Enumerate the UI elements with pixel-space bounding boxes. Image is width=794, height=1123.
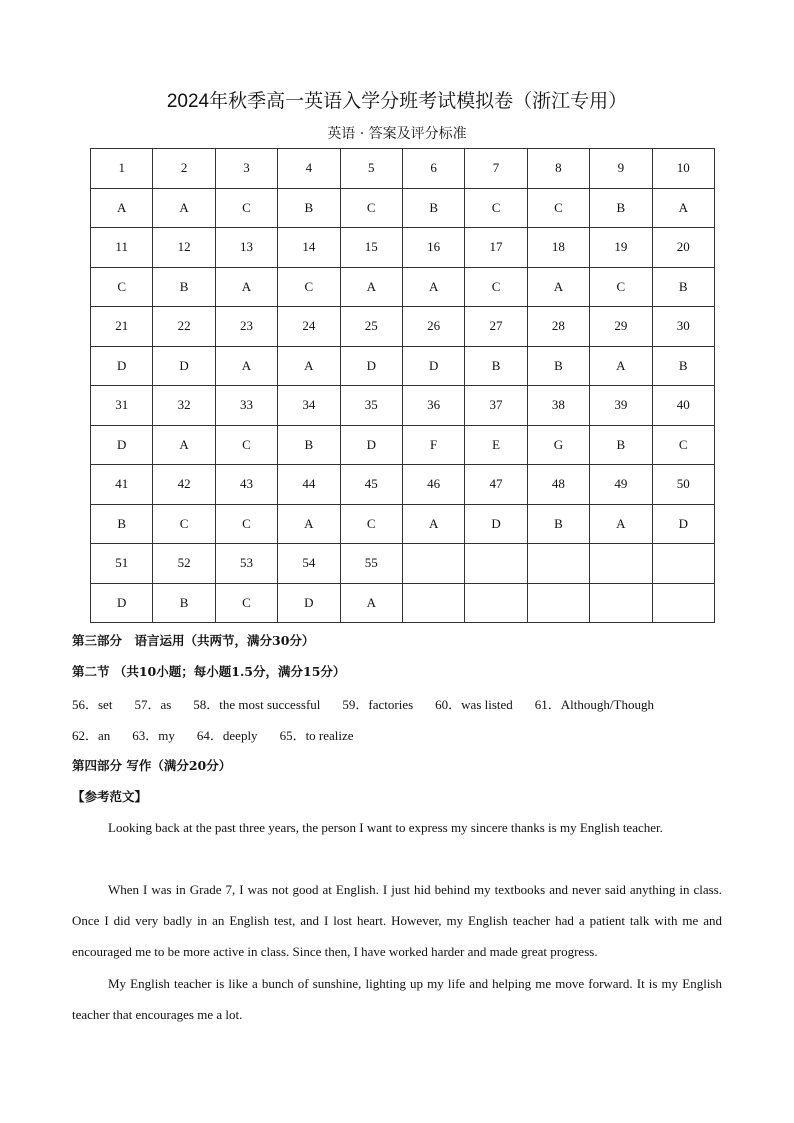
answer-cell: A [153,425,215,465]
answer-cell [652,583,714,623]
answers-line-1 [72,694,654,713]
answer-cell: B [652,346,714,386]
answer-cell: B [153,583,215,623]
question-number-cell: 55 [340,544,402,584]
question-number-cell: 8 [527,149,589,189]
document-title: 2024年秋季高一英语入学分班考试模拟卷（浙江专用） [166,91,628,112]
question-number-cell: 5 [340,149,402,189]
part4-heading: 第四部分 写作（满分20分） [72,758,232,773]
answer-row [91,188,715,228]
question-number-cell: 34 [278,386,340,426]
answer-cell [590,583,652,623]
question-number-cell: 24 [278,307,340,347]
answer-cell: A [91,188,153,228]
answer-cell: D [402,346,464,386]
answer-cell: C [215,425,277,465]
question-number-cell: 49 [590,465,652,505]
answer-cell [527,583,589,623]
answer-item: 63．my [132,728,175,743]
answer-cell: A [215,267,277,307]
answer-cell: A [402,267,464,307]
answer-cell: B [527,504,589,544]
question-number-row [91,544,715,584]
answer-cell: C [652,425,714,465]
answer-cell: B [278,188,340,228]
answer-cell: C [215,188,277,228]
question-number-cell: 22 [153,307,215,347]
answer-cell: D [153,346,215,386]
question-number-row [91,386,715,426]
answer-cell: B [590,425,652,465]
question-number-cell: 44 [278,465,340,505]
answer-cell [465,583,527,623]
question-number-cell: 48 [527,465,589,505]
answer-cell: A [652,188,714,228]
question-number-cell: 10 [652,149,714,189]
answer-cell: D [91,583,153,623]
question-number-row [91,228,715,268]
answer-cell: D [340,425,402,465]
answer-row [91,425,715,465]
question-number-cell [590,544,652,584]
question-number-cell: 3 [215,149,277,189]
answer-cell: C [215,504,277,544]
question-number-cell: 29 [590,307,652,347]
question-number-cell [527,544,589,584]
answer-cell: B [590,188,652,228]
question-number-cell: 18 [527,228,589,268]
answer-cell: B [91,504,153,544]
answer-item: 57．as [134,697,172,712]
question-number-cell: 23 [215,307,277,347]
question-number-cell [402,544,464,584]
answer-cell: A [527,267,589,307]
question-number-cell: 1 [91,149,153,189]
answer-row [91,267,715,307]
question-number-cell: 50 [652,465,714,505]
question-number-cell: 27 [465,307,527,347]
essay-paragraph: Looking back at the past three years, the person I want to express my sincere thanks is my English teacher. [108,820,663,835]
question-number-cell: 14 [278,228,340,268]
answer-cell: A [340,583,402,623]
question-number-cell [465,544,527,584]
answer-row [91,583,715,623]
answer-cell: A [590,346,652,386]
answer-cell: A [340,267,402,307]
answer-cell [402,583,464,623]
answer-row [91,504,715,544]
question-number-cell: 39 [590,386,652,426]
question-number-cell: 37 [465,386,527,426]
question-number-cell: 17 [465,228,527,268]
answer-cell: C [153,504,215,544]
question-number-row [91,149,715,189]
answer-cell: A [215,346,277,386]
answer-cell: A [278,504,340,544]
question-number-cell [652,544,714,584]
question-number-cell: 32 [153,386,215,426]
answer-item: 62．an [72,728,111,743]
essay-paragraph: My English teacher is like a bunch of sunshine, lighting up my life and helping me move forward. It is my English teacher that encourages me a lot. [72,976,722,1022]
question-number-cell: 43 [215,465,277,505]
answer-cell: D [465,504,527,544]
part3-heading: 第三部分 语言运用（共两节，满分30分） [72,633,315,648]
answer-item: 61．Although/Though [534,697,654,712]
question-number-cell: 21 [91,307,153,347]
answer-cell: C [465,188,527,228]
question-number-cell: 28 [527,307,589,347]
answer-cell: A [590,504,652,544]
answer-cell: A [278,346,340,386]
answer-cell: C [340,188,402,228]
answer-cell: C [91,267,153,307]
question-number-cell: 16 [402,228,464,268]
question-number-cell: 9 [590,149,652,189]
answer-cell: A [402,504,464,544]
question-number-cell: 41 [91,465,153,505]
answer-cell: B [278,425,340,465]
question-number-cell: 26 [402,307,464,347]
answer-cell: A [153,188,215,228]
question-number-cell: 45 [340,465,402,505]
answer-item: 56．set [72,697,113,712]
question-number-cell: 52 [153,544,215,584]
question-number-cell: 47 [465,465,527,505]
answer-item: 64．deeply [196,728,258,743]
answer-item: 60．was listed [435,697,513,712]
question-number-cell: 12 [153,228,215,268]
essay-paragraph: When I was in Grade 7, I was not good at English. I just hid behind my textbooks and never said anything in class. Once I did very badly in an English test, and I lost heart. However, my English teacher had a patient talk with me and encouraged me to be more active in class. Since then, I have worked harder and made great progress. [72,882,722,959]
question-number-cell: 35 [340,386,402,426]
answer-item: 59．factories [342,697,414,712]
answer-cell: C [465,267,527,307]
answer-cell: C [215,583,277,623]
sample-heading: 【参考范文】 [72,789,148,804]
answer-cell: B [402,188,464,228]
question-number-cell: 42 [153,465,215,505]
answer-cell: C [278,267,340,307]
question-number-cell: 54 [278,544,340,584]
answer-cell: F [402,425,464,465]
question-number-cell: 4 [278,149,340,189]
answer-item: 65．to realize [279,728,354,743]
question-number-cell: 6 [402,149,464,189]
question-number-cell: 2 [153,149,215,189]
question-number-cell: 46 [402,465,464,505]
answer-item: 58．the most successful [193,697,321,712]
question-number-cell: 7 [465,149,527,189]
question-number-cell: 36 [402,386,464,426]
question-number-cell: 25 [340,307,402,347]
question-number-cell: 31 [91,386,153,426]
question-number-cell: 33 [215,386,277,426]
answer-cell: D [340,346,402,386]
question-number-cell: 38 [527,386,589,426]
question-number-row [91,465,715,505]
answer-cell: D [91,346,153,386]
document-subtitle: 英语 · 答案及评分标准 [327,126,467,142]
answer-cell: B [527,346,589,386]
answers-line-2 [72,725,376,744]
section2-heading: 第二节 （共10小题；每小题1.5分，满分15分） [72,664,346,679]
question-number-cell: 11 [91,228,153,268]
answer-table [90,148,715,623]
answer-row [91,346,715,386]
question-number-cell: 40 [652,386,714,426]
answer-cell: C [340,504,402,544]
question-number-cell: 15 [340,228,402,268]
answer-cell: D [652,504,714,544]
answer-cell: C [590,267,652,307]
question-number-cell: 30 [652,307,714,347]
question-number-row [91,307,715,347]
answer-cell: G [527,425,589,465]
question-number-cell: 13 [215,228,277,268]
answer-cell: D [278,583,340,623]
question-number-cell: 53 [215,544,277,584]
answer-cell: B [465,346,527,386]
answer-cell: B [153,267,215,307]
answer-cell: C [527,188,589,228]
question-number-cell: 19 [590,228,652,268]
answer-cell: D [91,425,153,465]
answer-cell: E [465,425,527,465]
question-number-cell: 51 [91,544,153,584]
question-number-cell: 20 [652,228,714,268]
answer-cell: B [652,267,714,307]
